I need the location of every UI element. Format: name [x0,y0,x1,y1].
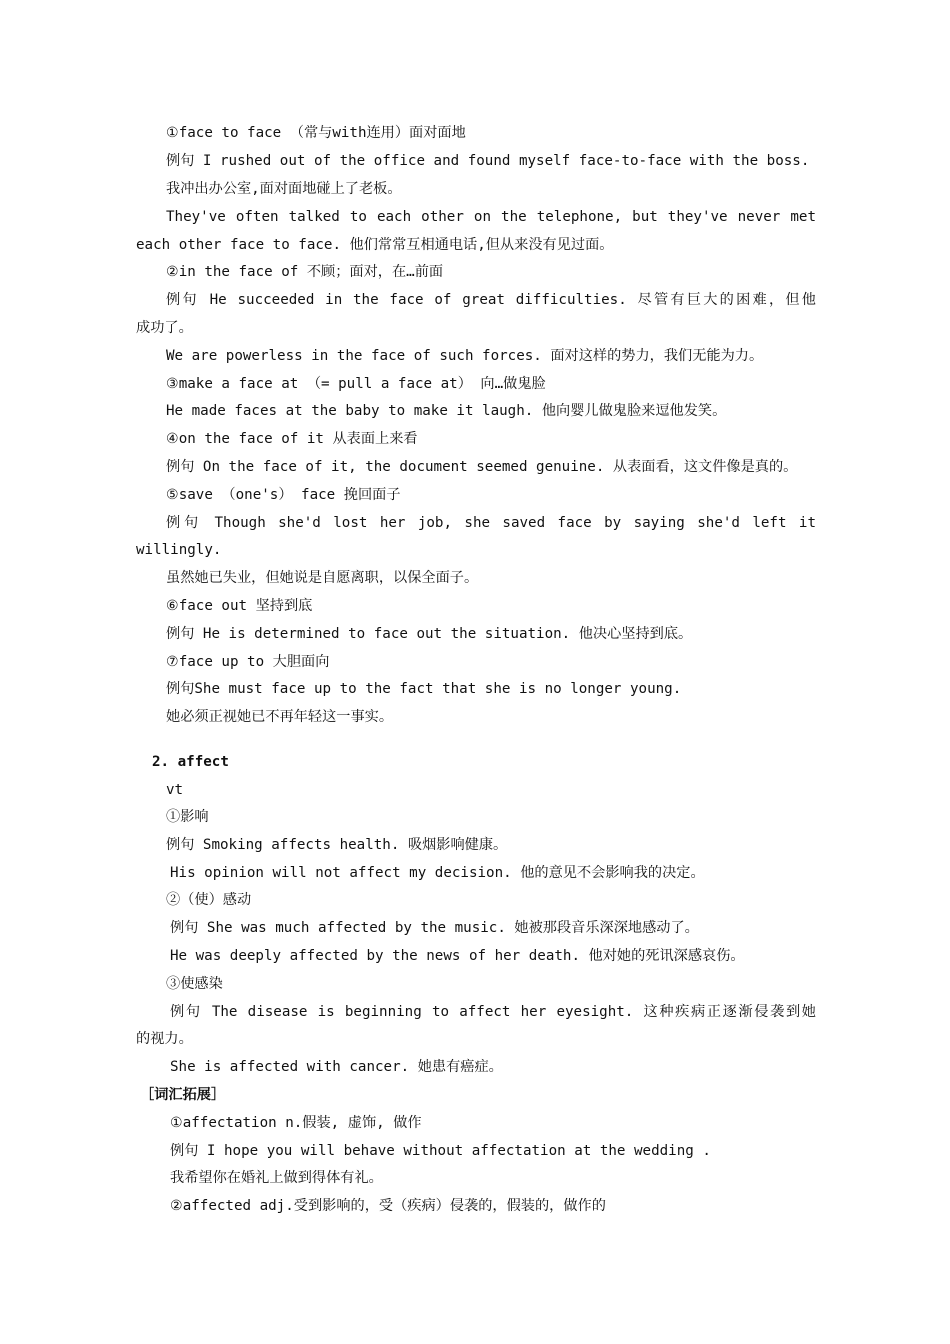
phrase-on-the-face-of-it: ④on the face of it 从表面上来看 [166,431,418,447]
example-sentence: She is affected with cancer. 她患有癌症。 [170,1059,503,1075]
example-sentence: 例句 Though she'd lost her job, she saved face by saying she'd left it [166,515,816,531]
example-sentence: 例句 On the face of it, the document seemed genuine. 从表面看，这文件像是真的。 [166,459,798,475]
example-sentence: 例句 I hope you will behave without affectation at the wedding . [170,1143,711,1159]
phrase-make-a-face-at: ③make a face at （= pull a face at） 向…做鬼脸 [166,376,546,392]
example-translation: 我冲出办公室,面对面地碰上了老板。 [166,181,402,197]
example-sentence: We are powerless in the face of such forces. 面对这样的势力，我们无能为力。 [166,348,764,364]
phrase-face-out: ⑥face out 坚持到底 [166,598,313,614]
sense-infect: ③使感染 [166,976,223,992]
example-translation: 虽然她已失业，但她说是自愿离职，以保全面子。 [166,570,479,586]
example-sentence: 例句 The disease is beginning to affect her eyesight. 这种疾病正逐渐侵袭到她 [170,1004,816,1020]
example-sentence: His opinion will not affect my decision. 他的意见不会影响我的决定。 [170,865,705,881]
example-sentence: 例句 He is determined to face out the situation. 他决心坚持到底。 [166,626,693,642]
example-sentence-continued: willingly. [136,542,222,558]
example-translation-continued: 的视力。 [136,1031,193,1047]
example-sentence: He made faces at the baby to make it laugh. 他向婴儿做鬼脸来逗他发笑。 [166,403,727,419]
section-heading-affect: 2. affect [152,754,229,770]
example-sentence: 例句She must face up to the fact that she is no longer young. [166,681,682,697]
example-sentence-continued: each other face to face. 他们常常互相通电话,但从来没有见过面。 [136,237,614,253]
example-sentence: 例句 He succeeded in the face of great difficulties. 尽管有巨大的困难，但他 [166,292,816,308]
example-sentence: He was deeply affected by the news of her death. 他对她的死讯深感哀伤。 [170,948,745,964]
phrase-face-to-face: ①face to face （常与with连用）面对面地 [166,125,466,141]
example-sentence: 例句 Smoking affects health. 吸烟影响健康。 [166,837,508,853]
phrase-face-up-to: ⑦face up to 大胆面向 [166,654,330,670]
example-translation: 她必须正视她已不再年轻这一事实。 [166,709,394,725]
sense-move: ②（使）感动 [166,892,252,908]
part-of-speech: vt [166,782,184,798]
example-translation: 我希望你在婚礼上做到得体有礼。 [170,1170,383,1186]
example-sentence: They've often talked to each other on the telephone, but they've never met [166,209,816,225]
word-affectation: ①affectation n.假装, 虚饰, 做作 [170,1115,422,1131]
phrase-in-the-face-of: ②in the face of 不顾；面对，在…前面 [166,264,444,280]
word-affected: ②affected adj.受到影响的，受（疾病）侵袭的，假装的，做作的 [170,1198,606,1214]
example-sentence: 例句 I rushed out of the office and found myself face-to-face with the boss. [166,153,810,169]
example-translation-continued: 成功了。 [136,320,193,336]
phrase-save-face: ⑤save （one's） face 挽回面子 [166,487,401,503]
example-sentence: 例句 She was much affected by the music. 她被那段音乐深深地感动了。 [170,920,699,936]
sense-influence: ①影响 [166,809,209,825]
vocabulary-expansion-heading: ［词汇拓展］ [140,1087,226,1103]
